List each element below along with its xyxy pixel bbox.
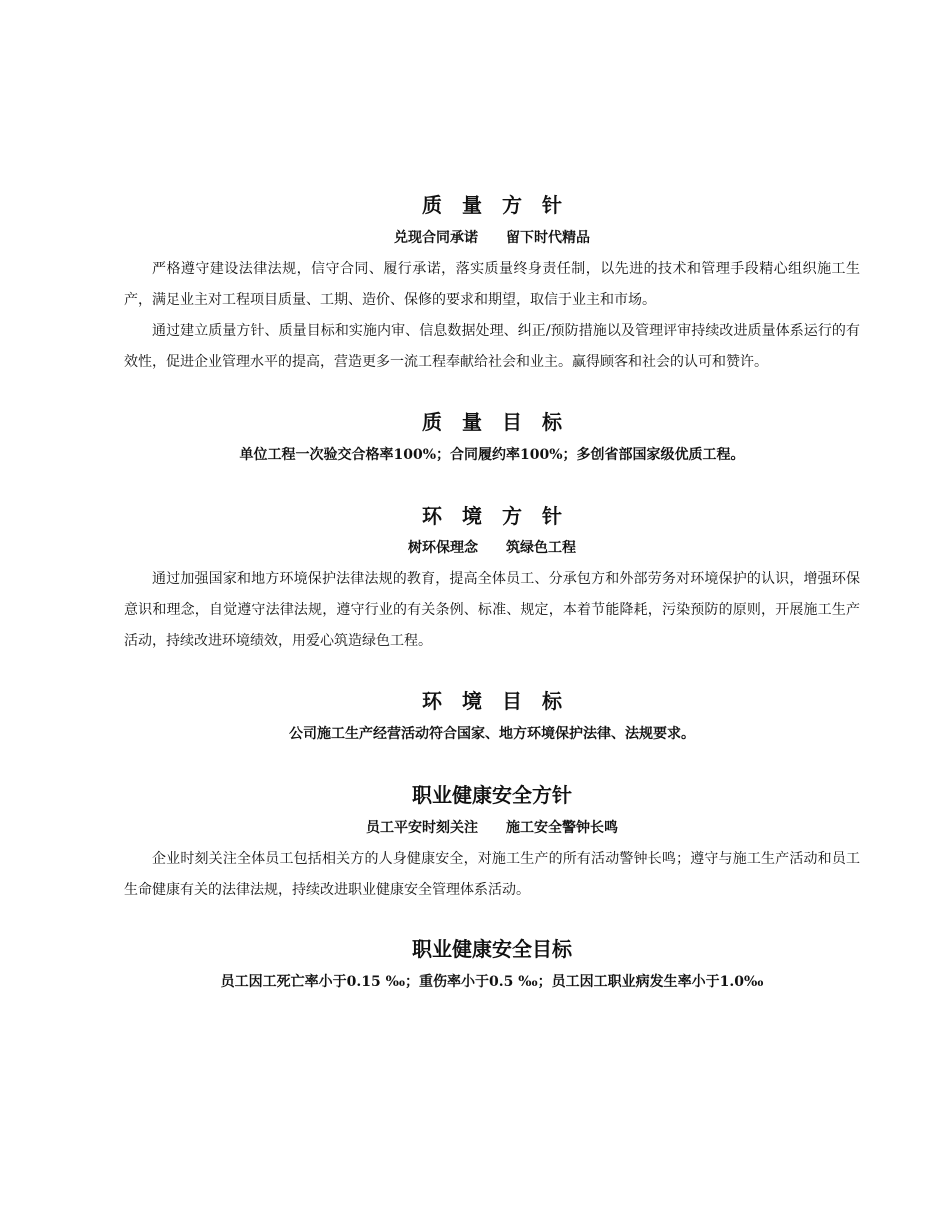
environment-policy-paragraph-1: 通过加强国家和地方环境保护法律法规的教育，提高全体员工、分承包方和外部劳务对环境保护的认识，增强环保意识和理念，自觉遵守法律法规，遵守行业的有关条例、标准、规定，本着节能降耗，污染预防的原则，开展施工生产活动，持续改进环境绩效，用爱心筑造绿色工程。 — [124, 571, 860, 649]
environment-policy-section — [124, 502, 860, 530]
ohs-objective-section — [124, 935, 860, 963]
quality-objective-section — [124, 408, 860, 436]
ohs-policy-slogan: 员工平安时刻关注 施工安全警钟长鸣 — [366, 820, 618, 836]
environment-policy-heading: 环 境 方 针 — [422, 504, 562, 528]
environment-policy-slogan: 树环保理念 筑绿色工程 — [408, 540, 576, 556]
quality-policy-slogan: 兑现合同承诺 留下时代精品 — [394, 230, 590, 246]
environment-objective-wrap — [124, 724, 860, 744]
ohs-objective-heading: 职业健康安全目标 — [412, 937, 572, 961]
quality-policy-paragraph-2: 通过建立质量方针、质量目标和实施内审、信息数据处理、纠正/预防措施以及管理评审持续改进质量体系运行的有效性，促进企业管理水平的提高，营造更多一流工程奉献给社会和业主。赢得顾客和社会的认可和赞许。 — [124, 323, 860, 370]
quality-policy-heading: 质 量 方 针 — [422, 193, 562, 217]
quality-objective-wrap — [124, 445, 860, 465]
quality-policy-body — [124, 254, 860, 378]
ohs-policy-heading: 职业健康安全方针 — [412, 783, 572, 807]
quality-policy-paragraph-1: 严格遵守建设法律法规，信守合同、履行承诺，落实质量终身责任制，以先进的技术和管理手段精心组织施工生产，满足业主对工程项目质量、工期、造价、保修的要求和期望，取信于业主和市场。 — [124, 261, 860, 308]
quality-policy-section — [124, 191, 860, 219]
quality-objective-text: 单位工程一次验交合格率100%；合同履约率100%；多创省部国家级优质工程。 — [239, 447, 745, 463]
quality-policy-slogan-wrap — [124, 228, 860, 248]
quality-objective-heading: 质 量 目 标 — [422, 410, 562, 434]
ohs-policy-section — [124, 781, 860, 809]
environment-policy-body — [124, 564, 860, 657]
environment-policy-slogan-wrap — [124, 538, 860, 558]
environment-objective-heading: 环 境 目 标 — [422, 689, 562, 713]
ohs-objective-wrap — [124, 972, 860, 992]
environment-objective-text: 公司施工生产经营活动符合国家、地方环境保护法律、法规要求。 — [289, 726, 695, 742]
ohs-objective-text: 员工因工死亡率小于0.15 ‰；重伤率小于0.5 ‰；员工因工职业病发生率小于1.0‰ — [220, 974, 764, 990]
ohs-policy-slogan-wrap — [124, 818, 860, 838]
environment-objective-section — [124, 687, 860, 715]
ohs-policy-paragraph-1: 企业时刻关注全体员工包括相关方的人身健康安全，对施工生产的所有活动警钟长鸣；遵守与施工生产活动和员工生命健康有关的法律法规，持续改进职业健康安全管理体系活动。 — [124, 851, 860, 898]
ohs-policy-body — [124, 844, 860, 906]
